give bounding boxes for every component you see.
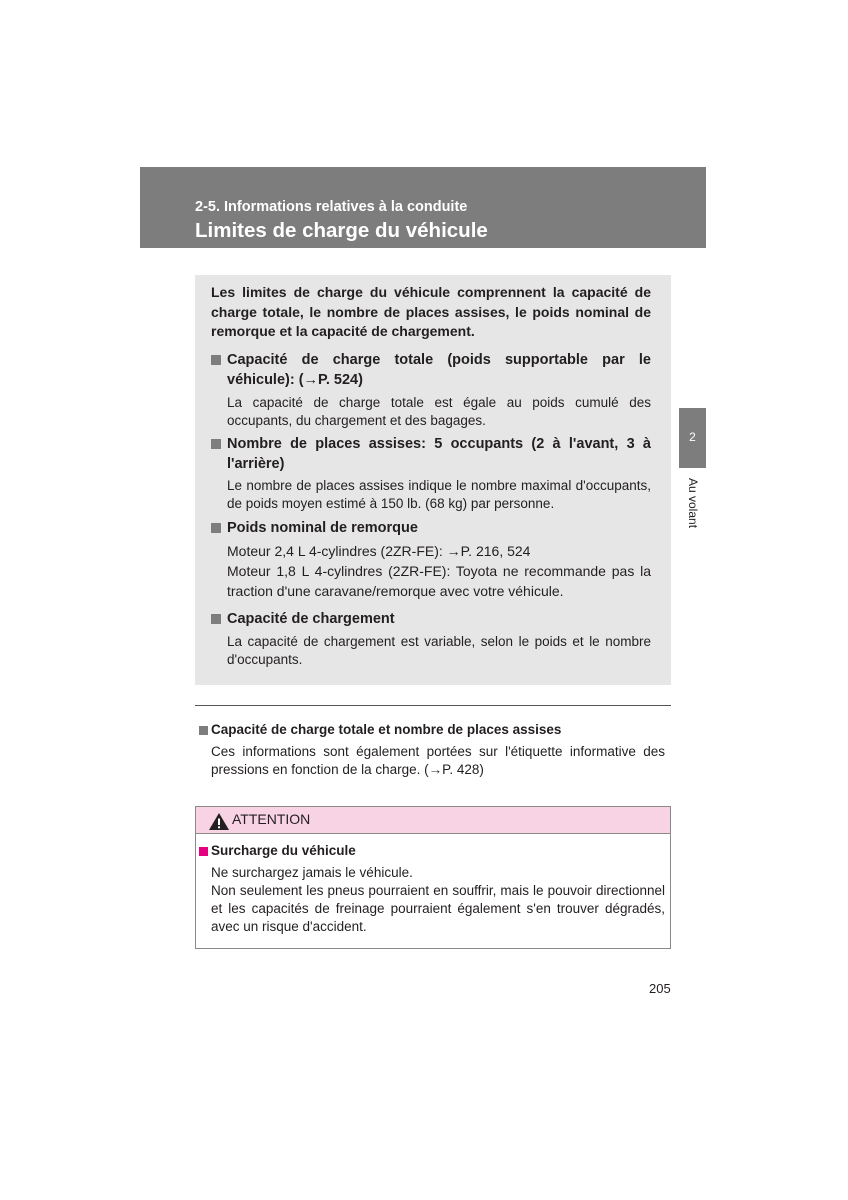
square-bullet-icon bbox=[211, 614, 221, 624]
attention-text bbox=[211, 864, 665, 936]
chapter-header bbox=[140, 167, 706, 248]
page-title: Limites de charge du véhicule bbox=[195, 219, 488, 242]
item-heading bbox=[211, 518, 651, 538]
item-heading bbox=[211, 434, 651, 474]
intro-text: Les limites de charge du véhicule comprennent la capacité de charge totale, le nombre de places assises, le poids nominal de remorque et la capacité de chargement. bbox=[211, 284, 651, 339]
note-text: Ces informations sont également portées sur l'étiquette informative des pressions en fonction de la charge. (→P. 428) bbox=[211, 744, 665, 777]
note-heading bbox=[199, 722, 669, 737]
item-text: Moteur 1,8 L 4-cylindres (2ZR-FE): Toyota ne recommande pas la traction d'une caravane/remorque avec votre véhicule. bbox=[227, 563, 651, 599]
page-number: 205 bbox=[649, 981, 671, 996]
section-title: 2-5. Informations relatives à la conduite bbox=[195, 199, 468, 215]
divider bbox=[195, 705, 671, 706]
attention-heading bbox=[199, 843, 356, 858]
chapter-tab bbox=[679, 408, 706, 468]
item-heading-text: Capacité de charge totale (poids supportable par le véhicule): (→P. 524) bbox=[227, 352, 651, 388]
item-text: Moteur 2,4 L 4-cylindres (2ZR-FE): →P. 216, 524 bbox=[227, 543, 531, 559]
square-bullet-icon bbox=[199, 726, 208, 735]
item-text: La capacité de charge totale est égale au poids cumulé des occupants, du chargement et des bagages. bbox=[227, 395, 651, 428]
attention-line: Non seulement les pneus pourraient en souffrir, mais le pouvoir directionnel et les capacités de freinage pourraient également s'en trouver dégradés, avec un risque d'accident. bbox=[211, 883, 665, 934]
square-bullet-icon bbox=[211, 523, 221, 533]
item-heading bbox=[211, 609, 651, 629]
item-text: La capacité de chargement est variable, selon le poids et le nombre d'occupants. bbox=[227, 634, 651, 667]
item-heading-text: Poids nominal de remorque bbox=[227, 520, 418, 536]
attention-bar bbox=[196, 807, 670, 834]
item-text: Le nombre de places assises indique le nombre maximal d'occupants, de poids moyen estimé à 150 lb. (68 kg) par personne. bbox=[227, 478, 651, 511]
item-heading-text: Capacité de chargement bbox=[227, 611, 395, 627]
square-bullet-icon bbox=[211, 439, 221, 449]
square-bullet-icon bbox=[211, 355, 221, 365]
attention-line: Ne surchargez jamais le véhicule. bbox=[211, 865, 413, 880]
attention-heading-text: Surcharge du véhicule bbox=[211, 843, 356, 858]
item-heading bbox=[211, 350, 651, 390]
chapter-label: Au volant bbox=[686, 478, 700, 529]
attention-label: ATTENTION bbox=[232, 811, 311, 827]
square-bullet-icon bbox=[199, 847, 208, 856]
warning-icon bbox=[208, 812, 230, 831]
note-heading-text: Capacité de charge totale et nombre de places assises bbox=[211, 722, 562, 737]
item-heading-text: Nombre de places assises: 5 occupants (2 à l'avant, 3 à l'arrière) bbox=[227, 436, 651, 472]
chapter-number: 2 bbox=[689, 430, 696, 444]
